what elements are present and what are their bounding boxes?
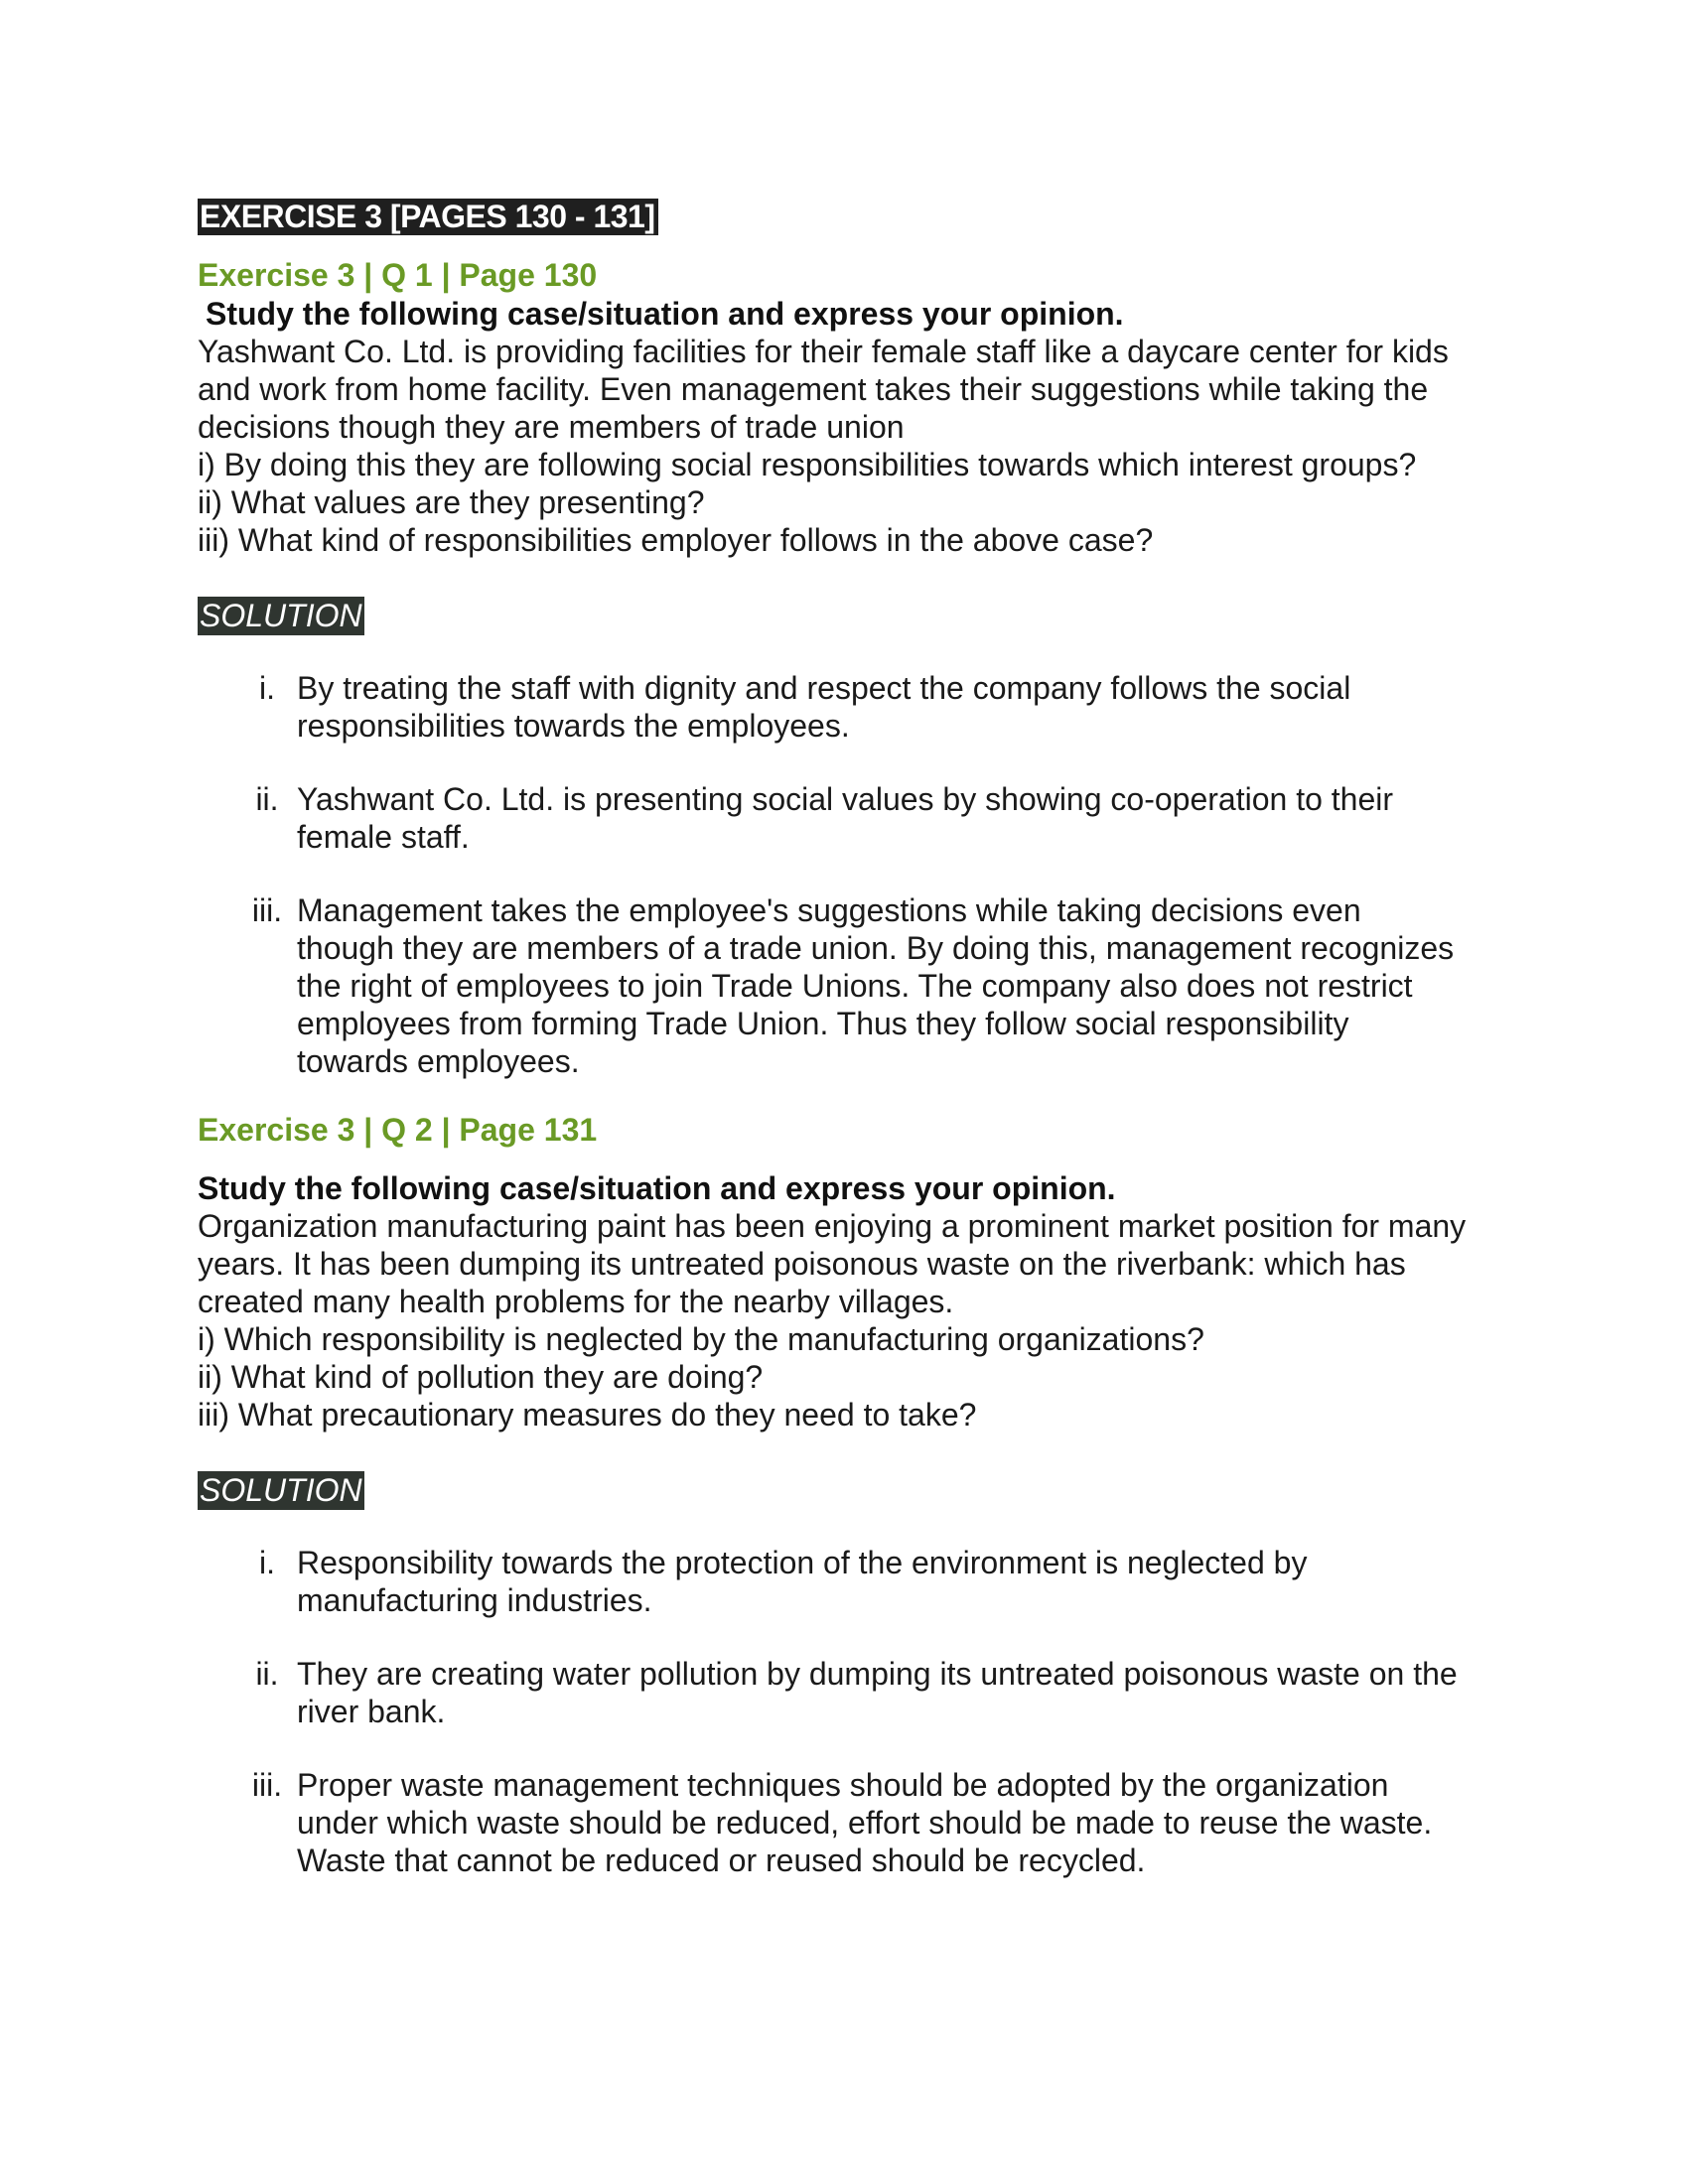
- solution-label-wrap: [198, 597, 1498, 635]
- question-heading: Exercise 3 | Q 2 | Page 131: [198, 1112, 598, 1148]
- sub-question: iii) What kind of responsibilities employer follows in the above case?: [198, 522, 1154, 558]
- document-page: [198, 199, 1498, 1879]
- sub-question: i) Which responsibility is neglected by the manufacturing organizations?: [198, 1321, 1204, 1357]
- exercise-header-label: EXERCISE 3 [PAGES 130 - 131]: [198, 199, 658, 235]
- solution-label-wrap: [198, 1471, 1498, 1510]
- sub-question: i) By doing this they are following social responsibilities towards which interest groups?: [198, 447, 1417, 482]
- question-instruction: Study the following case/situation and express your opinion.: [206, 296, 1124, 332]
- answer-number: iii.: [251, 1767, 283, 1803]
- answer-text: Yashwant Co. Ltd. is presenting social values by showing co-operation to their female staff.: [297, 781, 1394, 855]
- answer-item: [198, 669, 1498, 745]
- answer-text: Responsibility towards the protection of the environment is neglected by manufacturing industries.: [297, 1545, 1308, 1618]
- answer-item: [198, 1766, 1498, 1879]
- answer-text: Management takes the employee's suggestions while taking decisions even though they are members of a trade union. By doing this, management recognizes the right of employees to join Trade Unions. The company also does not restrict employees from forming Trade Union. Thus they follow social responsibility towards employees.: [297, 892, 1455, 1079]
- sub-question: ii) What kind of pollution they are doing?: [198, 1359, 764, 1395]
- case-text: Organization manufacturing paint has been enjoying a prominent market position for many years. It has been dumping its untreated poisonous waste on the riverbank: which has created many health problems for the nearby villages.: [198, 1208, 1467, 1319]
- solution-label: SOLUTION: [200, 598, 362, 633]
- answer-list: [198, 669, 1498, 1080]
- question-heading: Exercise 3 | Q 1 | Page 130: [198, 257, 598, 293]
- question-block-2: [198, 1110, 1498, 1879]
- answer-text: Proper waste management techniques should be adopted by the organization under which waste should be reduced, effort should be made to reuse the waste. Waste that cannot be reduced or reused should be recycled.: [297, 1767, 1433, 1878]
- question-instruction: Study the following case/situation and express your opinion.: [198, 1170, 1116, 1206]
- sub-question: iii) What precautionary measures do they need to take?: [198, 1397, 977, 1433]
- answer-item: [198, 1544, 1498, 1619]
- answer-item: [198, 891, 1498, 1080]
- answer-list: [198, 1544, 1498, 1879]
- answer-item: [198, 780, 1498, 856]
- answer-number: i.: [259, 670, 275, 706]
- question-block-1: [198, 255, 1498, 1080]
- answer-text: By treating the staff with dignity and respect the company follows the social responsibilities towards the employees.: [297, 670, 1351, 744]
- sub-question: ii) What values are they presenting?: [198, 484, 705, 520]
- answer-number: i.: [259, 1545, 275, 1580]
- solution-label: SOLUTION: [200, 1472, 362, 1508]
- answer-text: They are creating water pollution by dumping its untreated poisonous waste on the river bank.: [297, 1656, 1458, 1729]
- answer-number: ii.: [255, 1656, 279, 1692]
- exercise-header: [198, 199, 1498, 235]
- answer-item: [198, 1655, 1498, 1730]
- answer-number: iii.: [251, 892, 283, 928]
- answer-number: ii.: [255, 781, 279, 817]
- case-text: Yashwant Co. Ltd. is providing facilities for their female staff like a daycare center for kids and work from home facility. Even management takes their suggestions while taking the decisions though they are members of trade union: [198, 334, 1449, 445]
